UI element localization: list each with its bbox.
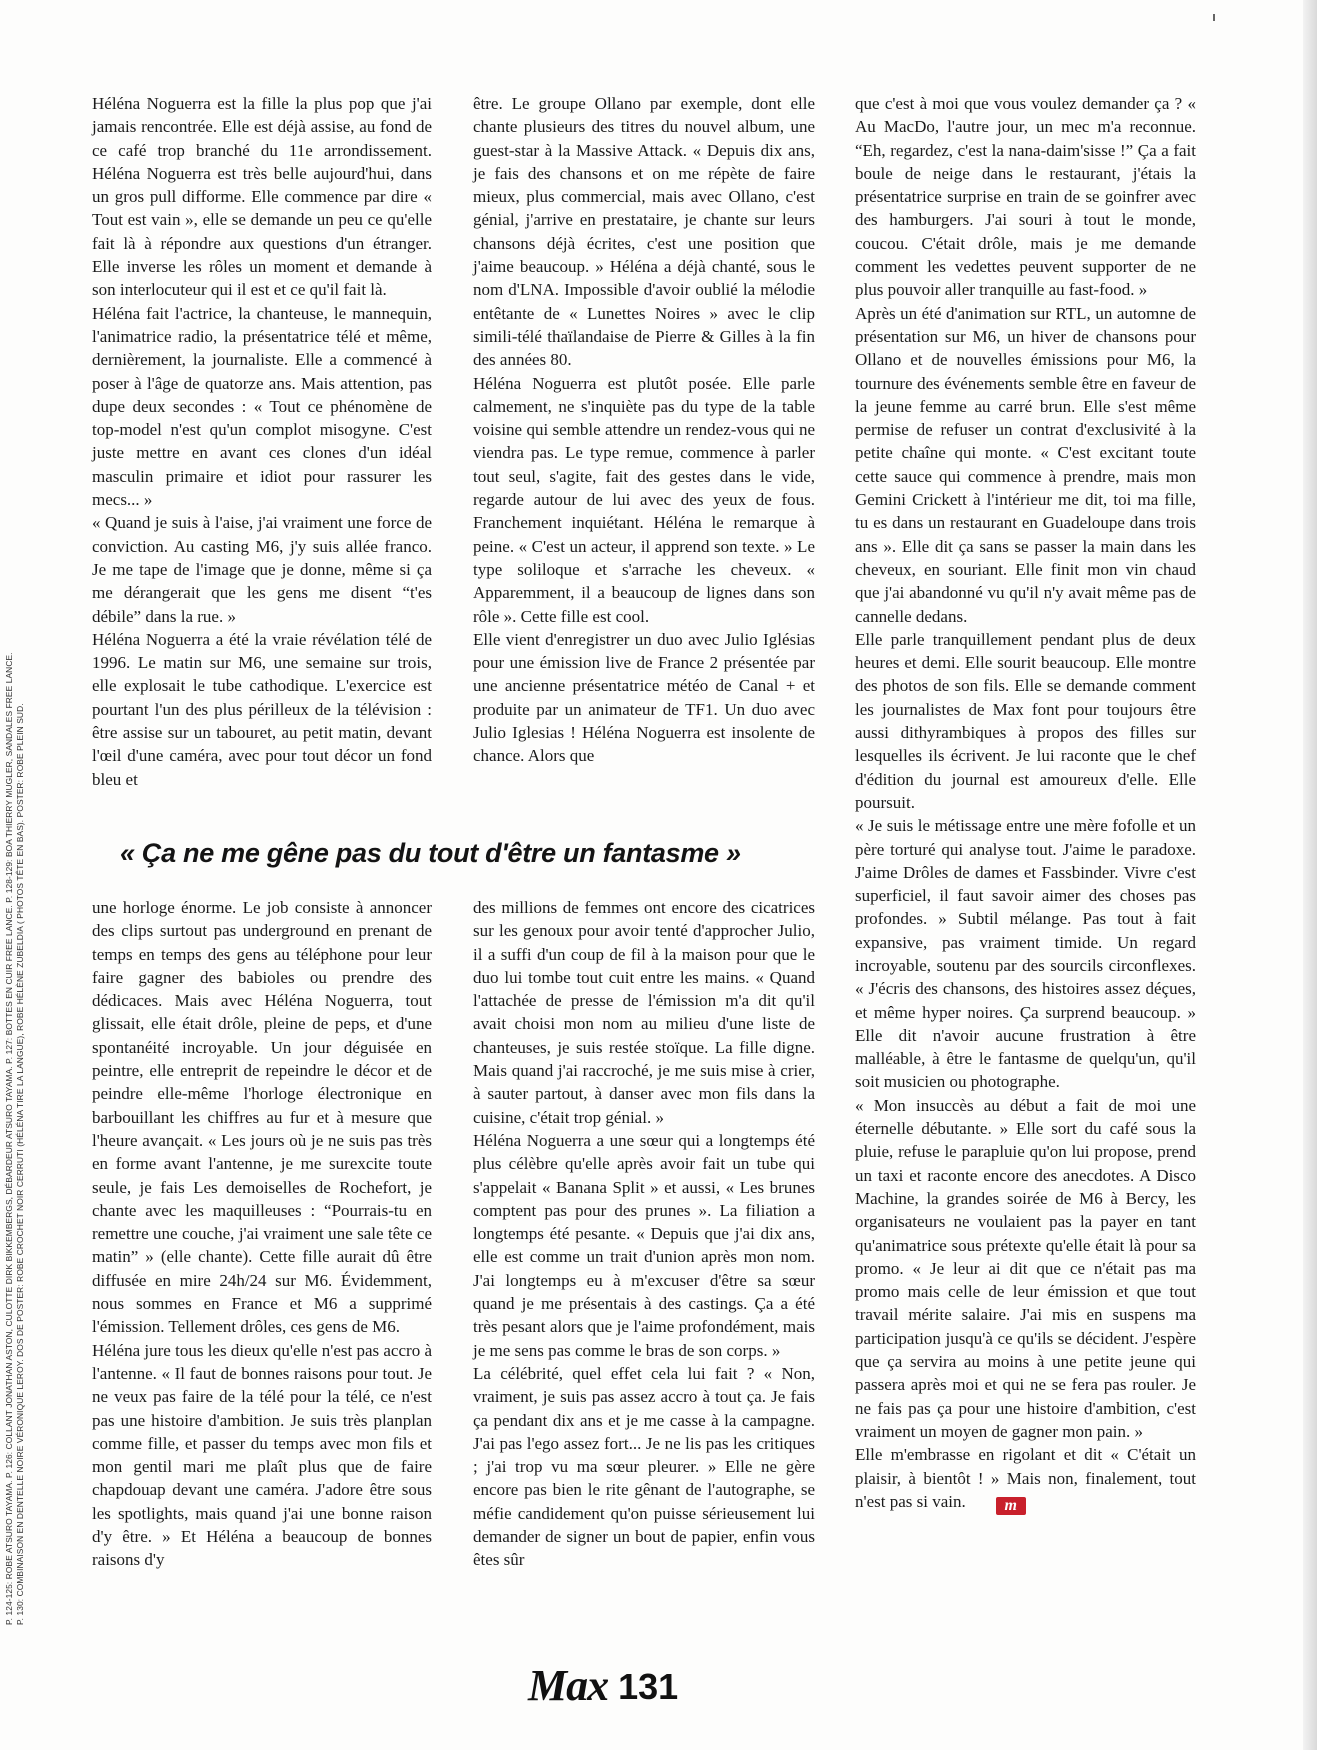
paragraph: des millions de femmes ont encore des cicatrices sur les genoux pour avoir tenté d'approcher Julio, il a suffi d'un coup de fil à la maison pour que le duo lui tombe tout cuit entre les mains. « Quand l'attachée de presse de l'émission m'a dit qu'il avait choisi mon nom au milieu d'une liste de chanteuses, je suis restée stoïque. La fille digne. Mais quand j'ai raccroché, je me suis mise à crier, à sauter partout, à danser avec mon fils dans la cuisine, c'était trop génial. » (473, 898, 815, 1127)
end-of-article-mark: m (996, 1497, 1026, 1515)
paragraph: Héléna fait l'actrice, la chanteuse, le mannequin, l'animatrice radio, la présentatrice télé et même, dernièrement, la journaliste. Elle a commencé à poser à l'âge de quatorze ans. Mais attention, pas dupe deux secondes : « Tout ce phénomène de top-model n'est qu'un complot misogyne. C'est juste mettre en avant ces clones d'un idéal masculin primaire et idiot pour rassurer les mecs... » (92, 303, 432, 510)
paragraph: Héléna Noguerra a une sœur qui a longtemps été plus célèbre qu'elle après avoir fait un tube qui s'appelait « Banana Split » et aussi, « Les brunes comptent pas pour des prunes ». La filiation a longtemps été pesante. « Depuis que j'ai dix ans, elle est comme un trait d'union après mon nom. J'ai longtemps eu à m'excuser d'être sa sœur quand je me présentais à des castings. Ça a été très pesant alors que je l'aime profondément, mais je me sens pas comme le bras de son corps. » (473, 1130, 815, 1360)
max-logo: Max (528, 1661, 609, 1710)
fashion-credits-sidebar (4, 0, 34, 1625)
paragraph: « Je suis le métissage entre une mère fofolle et un père torturé qui analyse tout. J'aime le paradoxe. J'aime Drôles de dames et Fassbinder. Vivre c'est superficiel, il faut savoir aimer des choses pas profondes. » Subtil mélange. Pas tout à fait expansive, pas vraiment timide. Un regard incroyable, soutenu par des sourcils circonflexes. « J'écris des chansons, des histoires assez déçues, et même hyper noires. Ça surprend beaucoup. » Elle dit n'avoir aucune frustration à être malléable, à être le fantasme de quelqu'un, qu'il soit musicien ou photographe. (855, 816, 1196, 1092)
paragraph: Héléna Noguerra est plutôt posée. Elle parle calmement, ne s'inquiète pas du type de la table voisine qui semble attendre un rendez-vous qui ne viendra pas. Le type remue, commence à parler tout seul, s'agite, fait des gestes dans le vide, regarde autour de lui avec des yeux de fous. Franchement inquiétant. Héléna le remarque à peine. « C'est un acteur, il apprend son texte. » Le type soliloque et s'arrache les cheveux. « Apparemment, il a beaucoup de lignes dans son rôle ». Cette fille est cool. (473, 373, 815, 626)
pull-quote: « Ça ne me gêne pas du tout d'être un fantasme » (120, 838, 741, 868)
page-footer (528, 1658, 678, 1708)
paragraph: « Quand je suis à l'aise, j'ai vraiment une force de conviction. Au casting M6, j'y suis allée franco. Je me tape de l'image que je donne, même si ça me dérangerait que les gens me disent “t'es débile” dans la rue. » (92, 513, 432, 626)
paragraph: que c'est à moi que vous voulez demander ça ? « Au MacDo, l'autre jour, un mec m'a reconnue. “Eh, regardez, c'est la nana-daim'sisse !” Ça a fait boule de neige dans le restaurant, j'étais la présentatrice surprise en train de se goinfrer avec des hamburgers. J'ai souri à tout le monde, coucou. C'était drôle, mais je me demande comment les vedettes peuvent supporter de ne plus pouvoir aller tranquille au fast-food. » (855, 94, 1196, 300)
corner-mark (1213, 14, 1215, 21)
page-number: 131 (618, 1666, 679, 1707)
column-2-top (473, 92, 815, 768)
paragraph: « Mon insuccès au début a fait de moi une éternelle débutante. » Elle sort du café sous la pluie, refuse le parapluie qu'on lui propose, prend un taxi et raconte encore des anecdotes. A Disco Machine, la grandes soirée de M6 à Bercy, les organisateurs ne voulaient pas la payer en tant qu'animatrice sous prétexte qu'elle était là pour sa promo. « Je leur ai dit que ce n'était pas ma promo mais celle de leur émission et que tout travail mérite salaire. J'ai mis en suspens ma participation jusqu'à ce qu'ils se décident. J'espère que ça servira au moins à une petite jeune qui passera après moi et qui ne se fera pas rouler. Je ne fais pas ça pour une histoire d'ambition, c'est vraiment un moyen de gagner mon pain. » (855, 1095, 1196, 1441)
paragraph: une horloge énorme. Le job consiste à annoncer des clips surtout pas underground en prenant de temps en temps des gens au téléphone pour leur faire gagner des babioles ou prendre des dédicaces. Mais avec Héléna Noguerra, tout glissait, elle était drôle, pleine de peps, et d'une spontanéité incroyable. Un jour déguisée en peintre, elle entreprit de repeindre le décor et de peindre elle-même l'horloge électronique en barbouillant les chiffres au fur et à mesure que l'heure avançait. « Les jours où je ne suis pas très en forme avant l'antenne, je me surexcite toute seule, je fais Les demoiselles de Rochefort, je chante avec les maquilleuses : “Pourrais-tu en remettre une couche, j'ai vraiment une sale tête ce matin” » (elle chante). Cette fille aurait dû être diffusée en mire 24h/24 sur M6. Évidemment, nous sommes en France et M6 a supprimé l'émission. Tellement drôles, ces gens de M6. (92, 898, 432, 1337)
final-paragraph (855, 1443, 1196, 1515)
credits-line-2: P. 130: COMBINAISON EN DENTELLE NOIRE VÉRONIQUE LEROY. DOS DE POSTER: ROBE CROCHET NOIR CERRUTI (HÉLÉNA TIRE LA LANGUE), ROBE HÉLÈNE ZUBELDIA ( PHOTOS TÊTE EN BAS). POSTER: ROBE PLEIN SUD. (15, 703, 25, 1625)
paragraph: Après un été d'animation sur RTL, un automne de présentation sur M6, un hiver de chansons pour Ollano et de nouvelles émissions pour M6, la tournure des événements semble être en faveur de la jeune femme au carré brun. Elle s'est même permise de refuser un contrat d'exclusivité à la petite chaîne qui monte. « C'est excitant toute cette sauce qui commence à prendre, mais mon Gemini Crickett à l'intérieur me dit, toi ma fille, tu es dans un restaurant en Guadeloupe dans trois ans ». Elle dit ça sans se passer la main dans les cheveux, en souriant. Elle finit mon vin chaud que j'ai abandonné vu qu'il n'y avait même pas de cannelle dedans. (855, 303, 1196, 626)
paragraph: La célébrité, quel effet cela lui fait ? « Non, vraiment, je suis pas assez accro à tout ça. Je fais ça pendant dix ans et je me casse à la campagne. J'ai pas l'ego assez fort... Je ne lis pas les critiques ; j'ai trop vu ma sœur pleurer. » Elle ne gère encore pas bien le rite gênant de l'autographe, se méfie candidement qu'on puisse sérieusement lui demander de signer un bout de papier, enfin vous êtes sûr (473, 1363, 815, 1570)
column-1-bottom (92, 896, 432, 1572)
paragraph: être. Le groupe Ollano par exemple, dont elle chante plusieurs des titres du nouvel album, une guest-star à la Massive Attack. « Depuis dix ans, je fais des chansons et on me répète de faire mieux, plus commercial, mais avec Ollano, c'est génial, j'arrive en prestataire, je chante sur leurs chansons déjà écrites, c'est une position que j'aime beaucoup. » Héléna a déjà chanté, sous le nom d'LNA. Impossible d'avoir oublié la mélodie entêtante de « Lunettes Noires » avec le clip simili-télé thaïlandaise de Pierre & Gilles à la fin des années 80. (473, 94, 815, 370)
paragraph: Elle parle tranquillement pendant plus de deux heures et demi. Elle sourit beaucoup. Elle montre des photos de son fils. Elle se demande comment les journalistes de Max font pour toujours être aussi dithyrambiques à propos des filles sur lesquelles ils écrivent. Je lui raconte que le chef d'édition du journal est amoureux d'elle. Elle poursuit. (855, 629, 1196, 812)
column-3 (855, 92, 1196, 1515)
credits-line-1: P. 124-125: ROBE ATSURO TAYAMA. P. 126: COLLANT JONATHAN ASTON, CULOTTE DIRK BIKKEMBERGS, DÉBARDEUR ATSURO TAYAMA. P. 127: BOTTES EN CUIR FREE LANCE. P. 128-129: BOA THIERRY MUGLER, SANDALES FREE LANCE. (4, 652, 14, 1625)
paragraph: Héléna Noguerra a été la vraie révélation télé de 1996. Le matin sur M6, une semaine sur trois, elle explosait le tube cathodique. L'exercice est pourtant l'un des plus périlleux de la télévision : être assise sur un tabouret, au petit matin, devant l'œil d'une caméra, avec pour tout décor un fond bleu et (92, 629, 432, 789)
column-1-top (92, 92, 432, 791)
paragraph: Elle vient d'enregistrer un duo avec Julio Iglésias pour une émission live de France 2 présentée par une ancienne présentatrice météo de Canal + et produite par un animateur de TF1. Un duo avec Julio Iglesias ! Héléna Noguerra est insolente de chance. Alors que (473, 629, 815, 766)
column-2-bottom (473, 896, 815, 1572)
paragraph-text: Elle m'embrasse en rigolant et dit « C'était un plaisir, à bientôt ! » Mais non, finalement, tout n'est pas si vain. (855, 1445, 1196, 1511)
paragraph: Héléna Noguerra est la fille la plus pop que j'ai jamais rencontrée. Elle est déjà assise, au fond de ce café trop branché du 11e arrondissement. Héléna Noguerra est très belle aujourd'hui, dans un gros pull difforme. Elle commence par dire « Tout est vain », elle se demande un peu ce qu'elle fait là à répondre aux questions d'un étranger. Elle inverse les rôles un moment et demande à son interlocuteur qui il est et ce qu'il fait là. (92, 94, 432, 300)
paragraph: Héléna jure tous les dieux qu'elle n'est pas accro à l'antenne. « Il faut de bonnes raisons pour tout. Je ne veux pas faire de la télé pour la télé, ce n'est pas une histoire d'ambition. Je suis très planplan comme fille, et passer du temps avec mon fils et mon gentil mari me plaît plus que de faire chapdouap devant une caméra. J'adore être sous les spotlights, mais quand j'ai une bonne raison d'y être. » Et Héléna a beaucoup de bonnes raisons d'y (92, 1340, 432, 1570)
